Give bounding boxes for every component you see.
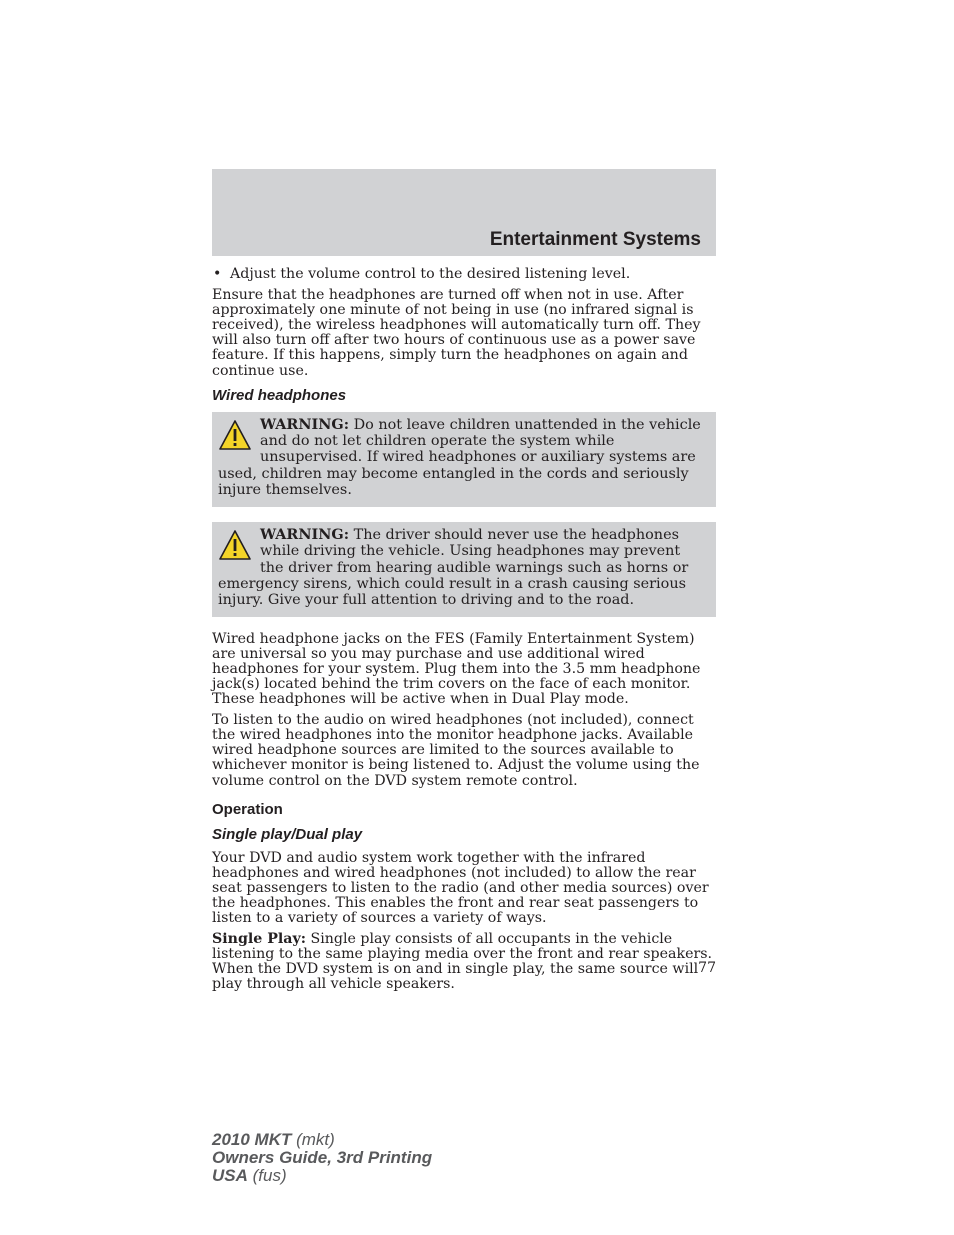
page-number: 77 [698,960,716,976]
paragraph-headphone-jacks: Wired headphone jacks on the FES (Family Entertainment System) are universal so you may purchase and use additional wired headphones for your system. Plug them into the 3.5 mm headphone jack(s) located behind the trim covers on the face of each monitor. These headphones will be active when in Dual Play mode. [212,630,701,708]
warning-box-children [212,412,716,507]
paragraph-single-play [212,932,716,992]
footer-edition [212,1131,432,1185]
single-play-label: Single Play: [212,931,306,948]
footer-line-model [212,1131,432,1149]
footer-model-code: (mkt) [296,1130,335,1149]
section-header-bar [212,169,716,256]
footer-line-market [212,1167,432,1185]
footer-printing: Owners Guide, 3rd Printing [212,1148,433,1167]
warning-label: WARNING: [260,415,350,433]
warning-triangle-icon [218,529,252,563]
paragraph-listen-wired: To listen to the audio on wired headphones (not included), connect the wired headphones into the monitor headphone jacks. Available wired headphone sources are limited to the sources available to whichever monitor is being listened to. Adjust the volume using the volume control on the DVD system remote control. [212,712,700,789]
bullet-text: Adjust the volume control to the desired listening level. [230,266,631,282]
footer-market: USA [212,1166,248,1185]
bullet-item [212,267,716,282]
paragraph-auto-off: Ensure that the headphones are turned off when not in use. After approximately one minute of not being in use (no infrared signal is received), the wireless headphones will automatically turn off. They will also turn off after two hours of continuous use as a power save feature. If this happens, simply turn the headphones on again and continue use. [212,287,701,379]
single-play-text: Single play consists of all occupants in the vehicle listening to the same playing media over the front and rear speakers. When the DVD system is on and in single play, the same source will play through all vehicle speakers. [212,931,713,993]
footer-market-code: (fus) [252,1166,287,1185]
heading-operation: Operation [212,800,283,818]
page-content [212,267,716,999]
subheading-wired-headphones: Wired headphones [212,386,347,404]
section-title: Entertainment Systems [489,229,701,250]
bullet-dot: • [213,266,222,282]
footer-model: 2010 MKT [212,1130,292,1149]
paragraph-dvd-audio: Your DVD and audio system work together with the infrared headphones and wired headphones (not included) to allow the rear seat passengers to listen to the radio (and other media sources) over the headphones. This enables the front and rear seat passengers to listen to a variety of sources a variety of ways. [212,849,709,927]
warning-box-driver [212,522,716,617]
warning-label: WARNING: [260,525,350,543]
subheading-single-dual-play: Single play/Dual play [212,825,363,843]
warning-text: The driver should never use the headphones while driving the vehicle. Using headphones may prevent the driver from hearing audible warnings such as horns or emergency sirens, which could result in a crash causing serious injury. Give your full attention to driving and to the road. [218,526,689,609]
warning-text: Do not leave children unattended in the vehicle and do not let children operate the system while unsupervised. If wired headphones or auxiliary systems are used, children may become entangled in the cords and seriously injure themselves. [218,416,701,499]
warning-triangle-icon [218,419,252,453]
